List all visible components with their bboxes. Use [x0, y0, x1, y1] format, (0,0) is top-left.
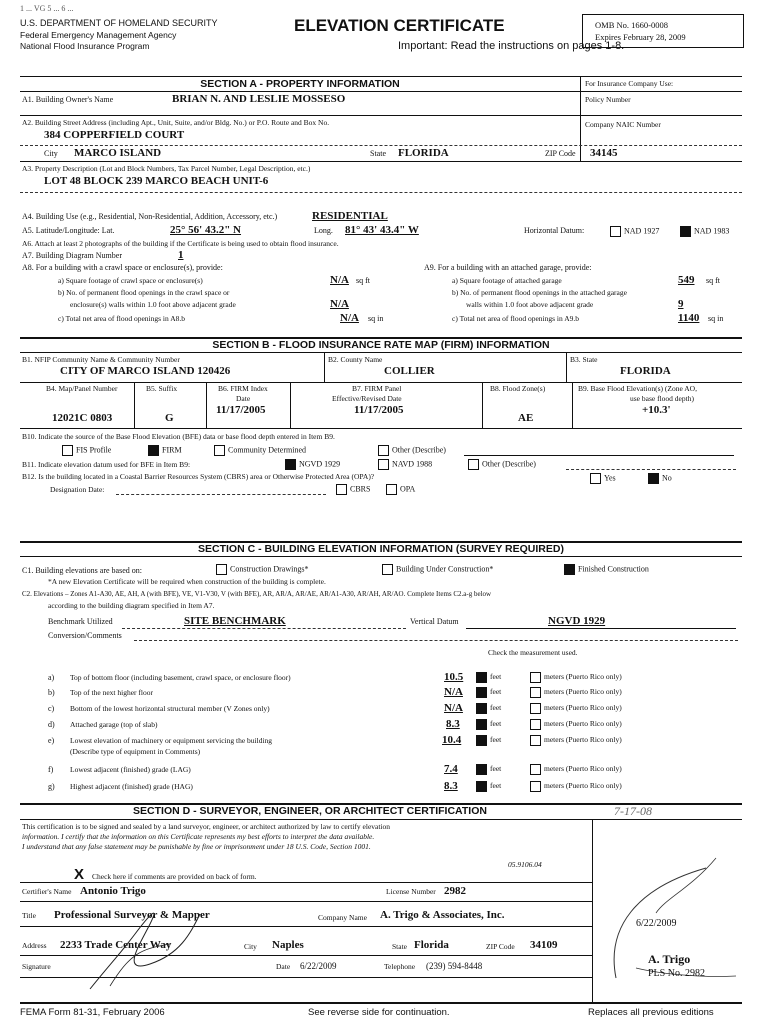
row-a-meters-checkbox[interactable] [530, 672, 541, 683]
vertical-datum-value: NGVD 1929 [548, 615, 606, 627]
zip-label: ZIP Code [545, 149, 576, 158]
b2-label: B2. County Name [328, 355, 383, 364]
horizontal-datum-label: Horizontal Datum: [524, 226, 585, 235]
a9a-value: 549 [678, 274, 695, 286]
c1-option-finished: Finished Construction [564, 564, 649, 575]
b9-label-1: B9. Base Flood Elevation(s) (Zone AO, [578, 384, 697, 393]
a9c-label: c) Total net area of flood openings in A9.b [452, 314, 580, 323]
a9c-value: 1140 [678, 312, 700, 324]
a8a-value: N/A [330, 274, 349, 286]
important-note: Important: Read the instructions on pages 1-8. [398, 40, 625, 52]
cbrs-no-checkbox[interactable] [648, 473, 659, 484]
margin-handwritten-note: 7-17-08 [614, 804, 652, 818]
comments-check-mark[interactable]: X [74, 866, 85, 883]
check-measurement-label: Check the measurement used. [488, 648, 578, 657]
a8b-value: N/A [330, 298, 349, 310]
row-g-feet: feet [476, 781, 501, 792]
certifier-address: 2233 Trade Center Way [60, 939, 172, 951]
agency-subname: Federal Emergency Management Agency [20, 30, 177, 40]
b12-label: B12. Is the building located in a Coastal Barrier Resources System (CBRS) area or Otherwise Protected Area (OPA)? [22, 472, 375, 481]
b1-community: CITY OF MARCO ISLAND 120426 [60, 365, 231, 377]
row-e-sublabel: (Describe type of equipment in Comments) [70, 747, 201, 756]
row-c-feet-checkbox[interactable] [476, 703, 487, 714]
omb-number: OMB No. 1660-0008 [595, 20, 668, 30]
a6-label: A6. Attach at least 2 photographs of the building if the Certificate is being used to obtain flood insurance. [22, 239, 339, 248]
row-e-meters-checkbox[interactable] [530, 735, 541, 746]
row-c-value: N/A [444, 702, 463, 714]
signature-scribble [80, 894, 210, 994]
agency-name: U.S. DEPARTMENT OF HOMELAND SECURITY [20, 18, 218, 28]
a9b-value: 9 [678, 298, 684, 310]
section-d-title: SECTION D - SURVEYOR, ENGINEER, OR ARCHITECT CERTIFICATION [133, 805, 487, 817]
b2-county: COLLIER [384, 365, 435, 377]
state-label: State [370, 149, 386, 158]
row-c-letter: c) [48, 704, 55, 713]
row-f-meters: meters (Puerto Rico only) [530, 764, 622, 775]
b11-option-navd: NAVD 1988 [378, 459, 432, 470]
a5-long-label: Long. [314, 226, 333, 235]
c1-option-under-construction: Building Under Construction* [382, 564, 493, 575]
replaces-note: Replaces all previous editions [588, 1007, 714, 1018]
license-number-label: License Number [386, 887, 436, 896]
seal-name: A. Trigo [648, 952, 691, 966]
company-name-label: Company Name [318, 913, 367, 922]
b11-option-other: Other (Describe) [468, 459, 536, 470]
b6-label-1: B6. FIRM Index [218, 384, 268, 393]
a4-label: A4. Building Use (e.g., Residential, Non-Residential, Addition, Accessory, etc.) [22, 212, 278, 221]
b6-firm-index-date: 11/17/2005 [216, 404, 266, 416]
a8b-label-1: b) No. of permanent flood openings in the crawl space or [58, 288, 230, 297]
b12-option-no: No [648, 473, 672, 484]
job-number: 05.9106.04 [508, 860, 542, 869]
b10-label: B10. Indicate the source of the Base Flood Elevation (BFE) data or base flood depth entered in Item B9. [22, 432, 335, 441]
c2-label-2: according to the building diagram specified in Item A7. [48, 601, 215, 610]
section-b-title: SECTION B - FLOOD INSURANCE RATE MAP (FIRM) INFORMATION [212, 339, 550, 351]
title-label: Title [22, 911, 36, 920]
row-c-meters: meters (Puerto Rico only) [530, 703, 622, 714]
program-name: National Flood Insurance Program [20, 41, 150, 51]
opa-checkbox[interactable] [386, 484, 397, 495]
datum-1927-checkbox[interactable] [610, 226, 621, 237]
b12-option-opa: OPA [386, 484, 415, 495]
a1-label: A1. Building Owner's Name [22, 95, 114, 104]
benchmark-label: Benchmark Utilized [48, 617, 113, 626]
cbrs-yes-checkbox[interactable] [590, 473, 601, 484]
row-a-feet-checkbox[interactable] [476, 672, 487, 683]
row-a-meters: meters (Puerto Rico only) [530, 672, 622, 683]
city-label: City [44, 149, 58, 158]
certifier-title: Professional Surveyor & Mapper [54, 909, 210, 921]
row-a-value: 10.5 [444, 671, 464, 683]
a1-owner-name: BRIAN N. AND LESLIE MOSSESO [172, 93, 346, 105]
a8c-unit: sq in [368, 314, 384, 323]
cert-date: 6/22/2009 [300, 961, 337, 971]
row-d-meters-checkbox[interactable] [530, 719, 541, 730]
b10-option-fis: FIS Profile [62, 445, 111, 456]
cert-body-1: This certification is to be signed and sealed by a land surveyor, engineer, or architect authorized by law to certify elevation [22, 822, 391, 831]
a9a-unit: sq ft [706, 276, 720, 285]
cert-body-2: information. I certify that the information on this Certificate represents my best efforts to interpret the data available. [22, 832, 375, 841]
b7-label-2: Effective/Revised Date [332, 394, 402, 403]
a8c-label: c) Total net area of flood openings in A8.b [58, 314, 186, 323]
cert-zip: 34109 [530, 939, 558, 951]
seal-license: PLS No. 2982 [648, 968, 705, 979]
b10-option-firm: FIRM [148, 445, 182, 456]
b4-map-panel: 12021C 0803 [52, 412, 113, 424]
a4-building-use: RESIDENTIAL [312, 210, 388, 222]
a8b-label-2: enclosure(s) walls within 1.0 foot above adjacent grade [70, 300, 236, 309]
row-g-meters: meters (Puerto Rico only) [530, 781, 622, 792]
form-number: FEMA Form 81-31, February 2006 [20, 1007, 165, 1018]
a8a-unit: sq ft [356, 276, 370, 285]
cert-city: Naples [272, 939, 304, 951]
b12-designation-date: Designation Date: [50, 485, 105, 494]
a8-label: A8. For a building with a crawl space or enclosure(s), provide: [22, 263, 223, 272]
b8-flood-zone: AE [518, 412, 534, 424]
datum-option-1983: NAD 1983 [680, 226, 729, 237]
omb-expires: Expires February 28, 2009 [595, 32, 686, 42]
row-a-feet: feet [476, 672, 501, 683]
zip-value: 34145 [590, 147, 618, 159]
c1-option-drawings: Construction Drawings* [216, 564, 308, 575]
b1-label: B1. NFIP Community Name & Community Number [22, 355, 180, 364]
omb-box [582, 14, 744, 48]
state-value: FLORIDA [398, 147, 449, 159]
row-g-meters-checkbox[interactable] [530, 781, 541, 792]
cert-state-label: State [392, 942, 407, 951]
b7-firm-panel-date: 11/17/2005 [354, 404, 404, 416]
row-f-label: Lowest adjacent (finished) grade (LAG) [70, 765, 191, 774]
a5-latitude: 25° 56' 43.2" N [170, 224, 242, 236]
datum-1983-checkbox[interactable] [680, 226, 691, 237]
c1-label: C1. Building elevations are based on: [22, 566, 142, 575]
c1-note: *A new Elevation Certificate will be required when construction of the building is complete. [48, 577, 326, 586]
a9b-label-2: walls within 1.0 foot above adjacent grade [466, 300, 594, 309]
date-label: Date [276, 962, 291, 971]
row-e-value: 10.4 [442, 734, 462, 746]
form-title: ELEVATION CERTIFICATE [294, 16, 505, 35]
row-g-value: 8.3 [444, 780, 458, 792]
license-number: 2982 [444, 885, 466, 897]
a9a-label: a) Square footage of attached garage [452, 276, 562, 285]
seal-date: 6/22/2009 [636, 918, 677, 929]
vertical-datum-label: Vertical Datum [410, 617, 459, 626]
a2-label: A2. Building Street Address (including Apt., Unit, Suite, and/or Bldg. No.) or P.O. Route and Box No. [22, 118, 330, 127]
row-c-feet: feet [476, 703, 501, 714]
b12-option-cbrs: CBRS [336, 484, 370, 495]
cert-zip-label: ZIP Code [486, 942, 515, 951]
address-label: Address [22, 941, 47, 950]
section-c-title: SECTION C - BUILDING ELEVATION INFORMATION (SURVEY REQUIRED) [198, 543, 564, 555]
a7-diagram-number: 1 [178, 249, 184, 261]
construction-drawings-checkbox[interactable] [216, 564, 227, 575]
a3-label: A3. Property Description (Lot and Block Numbers, Tax Parcel Number, Legal Description, etc.) [22, 164, 311, 173]
cbrs-checkbox[interactable] [336, 484, 347, 495]
row-f-value: 7.4 [444, 763, 458, 775]
a8a-label: a) Square footage of crawl space or enclosure(s) [58, 276, 203, 285]
a2-street-address: 384 COPPERFIELD COURT [44, 129, 185, 141]
row-d-letter: d) [48, 720, 55, 729]
b10-other-checkbox[interactable] [378, 445, 389, 456]
b9-label-2: use base flood depth) [630, 394, 694, 403]
policy-number-label: Policy Number [585, 95, 631, 104]
row-d-feet-checkbox[interactable] [476, 719, 487, 730]
city-value: MARCO ISLAND [74, 147, 162, 159]
b6-label-2: Date [236, 394, 251, 403]
b10-option-community: Community Determined [214, 445, 306, 456]
c2-label-1: C2. Elevations – Zones A1-A30, AE, AH, A (with BFE), VE, V1-V30, V (with BFE), AR, AR/A, AR/AE, AR/A1-A30, AR/AH, AR/AO. Complete Items C2.a-g below [22, 590, 492, 598]
telephone-label: Telephone [384, 962, 416, 971]
row-b-letter: b) [48, 688, 55, 697]
a7-label: A7. Building Diagram Number [22, 251, 122, 260]
a9b-label-1: b) No. of permanent flood openings in the attached garage [452, 288, 627, 297]
a5-label: A5. Latitude/Longitude: Lat. [22, 226, 115, 235]
a5-longitude: 81° 43' 43.4" W [345, 224, 419, 236]
benchmark-value: SITE BENCHMARK [184, 615, 286, 627]
row-a-letter: a) [48, 673, 55, 682]
under-construction-checkbox[interactable] [382, 564, 393, 575]
b5-suffix: G [165, 412, 174, 424]
row-f-letter: f) [48, 765, 54, 774]
fis-profile-checkbox[interactable] [62, 445, 73, 456]
firm-checkbox[interactable] [148, 445, 159, 456]
continuation-note: See reverse side for continuation. [308, 1007, 450, 1018]
b9-base-flood-elevation: +10.3' [642, 404, 671, 416]
row-c-label: Bottom of the lowest horizontal structural member (V Zones only) [70, 704, 270, 713]
cert-city-label: City [244, 942, 257, 951]
row-f-feet-checkbox[interactable] [476, 764, 487, 775]
row-e-feet-checkbox[interactable] [476, 735, 487, 746]
datum-option-1927: NAD 1927 [610, 226, 659, 237]
row-b-meters-checkbox[interactable] [530, 687, 541, 698]
a9c-unit: sq in [708, 314, 724, 323]
b11-other-checkbox[interactable] [468, 459, 479, 470]
row-b-meters: meters (Puerto Rico only) [530, 687, 622, 698]
insurance-use-label: For Insurance Company Use: [585, 79, 674, 88]
row-e-feet: feet [476, 735, 501, 746]
row-e-meters: meters (Puerto Rico only) [530, 735, 622, 746]
b11-label: B11. Indicate elevation datum used for BFE in Item B9: [22, 460, 191, 469]
a9-label: A9. For a building with an attached garage, provide: [424, 263, 592, 272]
cert-body-3: I understand that any false statement may be punishable by fine or imprisonment under 18 U.S. Code, Section 1001. [22, 842, 371, 851]
row-f-feet: feet [476, 764, 501, 775]
row-g-letter: g) [48, 782, 55, 791]
certifier-name-label: Certifier's Name [22, 887, 72, 896]
row-d-value: 8.3 [446, 718, 460, 730]
row-b-label: Top of the next higher floor [70, 688, 153, 697]
a8c-value: N/A [340, 312, 359, 324]
row-c-meters-checkbox[interactable] [530, 703, 541, 714]
b3-label: B3. State [570, 355, 598, 364]
row-d-feet: feet [476, 719, 501, 730]
b3-state: FLORIDA [620, 365, 671, 377]
company-naic-label: Company NAIC Number [585, 120, 661, 129]
b12-option-yes: Yes [590, 473, 616, 484]
row-e-letter: e) [48, 736, 55, 745]
b4-label: B4. Map/Panel Number [46, 384, 118, 393]
certifier-name: Antonio Trigo [80, 885, 146, 897]
b8-label: B8. Flood Zone(s) [490, 384, 546, 393]
b5-label: B5. Suffix [146, 384, 178, 393]
cert-state: Florida [414, 939, 449, 951]
section-a-title: SECTION A - PROPERTY INFORMATION [200, 78, 400, 90]
a3-property-description: LOT 48 BLOCK 239 MARCO BEACH UNIT-6 [44, 175, 269, 187]
row-b-feet: feet [476, 687, 501, 698]
navd-1988-checkbox[interactable] [378, 459, 389, 470]
row-a-label: Top of bottom floor (including basement, crawl space, or enclosure floor) [70, 673, 291, 682]
comments-check-label: Check here if comments are provided on back of form. [92, 872, 257, 881]
b10-option-other: Other (Describe) [378, 445, 446, 456]
finished-construction-checkbox[interactable] [564, 564, 575, 575]
b11-option-ngvd: NGVD 1929 [285, 459, 340, 470]
row-d-meters: meters (Puerto Rico only) [530, 719, 622, 730]
community-determined-checkbox[interactable] [214, 445, 225, 456]
conversion-comments-label: Conversion/Comments [48, 631, 122, 640]
row-e-label: Lowest elevation of machinery or equipment servicing the building [70, 736, 273, 745]
row-b-value: N/A [444, 686, 463, 698]
row-f-meters-checkbox[interactable] [530, 764, 541, 775]
row-g-label: Highest adjacent (finished) grade (HAG) [70, 782, 193, 791]
ngvd-1929-checkbox[interactable] [285, 459, 296, 470]
row-d-label: Attached garage (top of slab) [70, 720, 158, 729]
signature-label: Signature [22, 962, 51, 971]
telephone: (239) 594-8448 [426, 961, 483, 971]
b7-label-1: B7. FIRM Panel [352, 384, 402, 393]
row-g-feet-checkbox[interactable] [476, 781, 487, 792]
company-name: A. Trigo & Associates, Inc. [380, 909, 505, 921]
scan-marks: 1 ... VG 5 ... 6 ... [20, 4, 74, 13]
row-b-feet-checkbox[interactable] [476, 687, 487, 698]
